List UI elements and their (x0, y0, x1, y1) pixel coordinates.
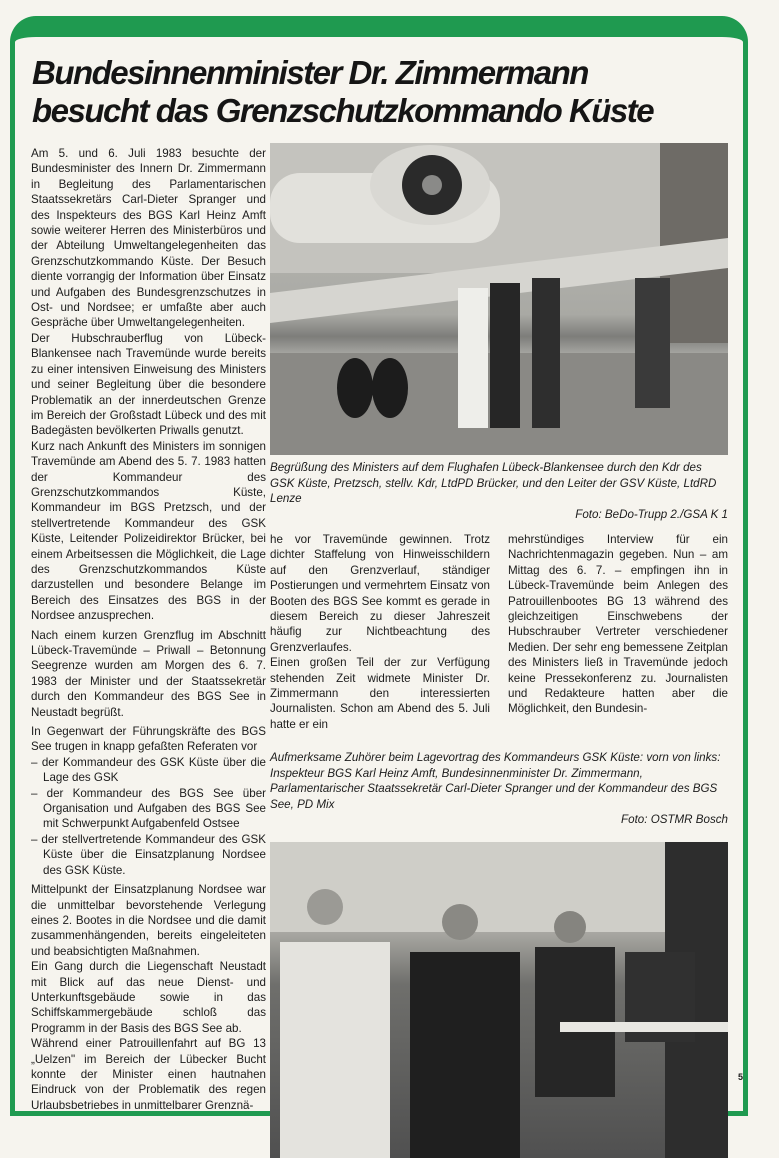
paragraph: Am 5. und 6. Juli 1983 besuchte der Bundesminister des Innern Dr. Zimmermann in Begleitung des Parlamentarischen Staatssekretärs Carl-Dieter Spranger und des Inspekteurs des BGS Karl Heinz Amft sowie weiterer Herren des Ministerbüros und der Abteilung Umweltangelegenheiten das Grenzschutzkommando Küste. Der Besuch diente vorrangig der Information über Einsatz und Aufgaben des Bundesgrenzschutzes in Ost- und Nordsee; er umfaßte aber auch Gespräche über Umweltangelegenheiten. (31, 147, 266, 330)
paragraph: Der Hubschrauberflug von Lübeck-Blankensee nach Travemünde wurde bereits zu einer intensiven Einweisung des Ministers und seiner Begleitung über die besondere Problematik an der innerdeutschen Grenze im Bereich der Großstadt Lübeck und des mit Badegästen bevölkerten Priwalls genutzt. (31, 331, 266, 438)
paragraph: mehrstündiges Interview für ein Nachrichtenmagazin gegeben. Nun – am Mittag des 6. 7. – empfingen ihn in Lübeck-Travemünde beim Anlegen des Patrouillenbootes BG 13 während des gleichzeitigen Einschwebens der Hubschrauber Vertreter verschiedener Medien. Der sehr eng bemessene Zeitplan des Ministers ließ in Travemünde jedoch keine Pressekonferenz zu. Journalisten und Redakteure hatten aber die Möglichkeit, den Bundesin- (508, 533, 728, 716)
paragraph: he vor Travemünde gewinnen. Trotz dichter Staffelung von Hinweisschildern auf den Grenzverlauf, ständiger Postierungen und vermehrtem Einsatz von Booten des BGS See kommt es gerade in diesem Bereich zu dieser Jahreszeit häufig zur Nichtbeachtung des Grenzverlaufes. (270, 533, 490, 654)
photo-credit: Foto: OSTMR Bosch (621, 813, 728, 827)
airplane-scene-illustration (270, 143, 728, 455)
title-line-1: Bundesinnenminister Dr. Zimmermann (32, 54, 588, 91)
page-number: 5 (738, 1072, 744, 1082)
middle-text-column (270, 532, 490, 732)
paragraph: Nach einem kurzen Grenzflug im Abschnitt Lübeck-Travemünde – Priwall – Betonnung Seegrenze wurden am Morgen des 6. 7. 1983 der Minister und der Staatssekretär durch den Kommandeur des BGS See in Neustadt begrüßt. (31, 628, 266, 719)
photo2-caption (270, 750, 728, 828)
paragraph: Kurz nach Ankunft des Ministers im sonnigen Travemünde am Abend des 5. 7. 1983 hatten der Kommandeur des Grenzschutzkommandos Küste, Kommandeur im BGS Pretzsch, und der stellvertretende Kommandeur des GSK Küste, Leitender Polizeidirektor Brücker, bei einem Arbeitsessen die Möglichkeit, die Lage des Grenzschutzkommandos Küste darzustellen und besondere Belange im Bereich des Einsatzes des BGS in der Nordsee anzusprechen. (31, 439, 266, 623)
photo-briefing-audience (270, 842, 728, 1158)
right-text-column (508, 532, 728, 732)
audience-scene-illustration (270, 842, 728, 1158)
paragraph: Während einer Patrouillenfahrt auf BG 13 „Uelzen" im Bereich der Lübecker Bucht konnte der Minister einen hautnahen Eindruck von der Problematik des regen Urlaubsbetriebes in unmittelbarer Grenznä- (31, 1037, 266, 1112)
list-item: – der Kommandeur des GSK Küste über die Lage des GSK (31, 755, 266, 786)
paragraph: Ein Gang durch die Liegenschaft Neustadt mit Blick auf das neue Dienst- und Unterkunftsgebäude sowie in das Schiffskammergebäude schloß das Programm in der Basis des BGS See ab. (31, 960, 266, 1035)
article-title (32, 54, 742, 130)
paragraph: In Gegenwart der Führungskräfte des BGS See trugen in knapp gefaßten Referaten vor (31, 725, 266, 754)
list-item: – der stellvertretende Kommandeur des GSK Küste über die Einsatzplanung Nordsee des GSK Küste. (31, 832, 266, 878)
photo-credit: Foto: BeDo-Trupp 2./GSA K 1 (575, 507, 728, 521)
right-content-area (270, 143, 728, 1158)
photo-airport-greeting (270, 143, 728, 455)
lower-text-columns (270, 532, 728, 732)
title-line-2: besucht das Grenzschutzkommando Küste (32, 92, 654, 129)
left-text-column (31, 143, 266, 1113)
article-body (31, 143, 728, 1158)
photo1-caption (270, 460, 728, 522)
paragraph: Mittelpunkt der Einsatzplanung Nordsee war die unmittelbar bevorstehende Verlegung eines 2. Bootes in die Nordsee und die damit zusammenhängenden, bereits eingeleiteten und beabsichtigten Maßnahmen. (31, 883, 266, 958)
presentation-list (31, 755, 266, 878)
paragraph: Einen großen Teil der zur Verfügung stehenden Zeit widmete Minister Dr. Zimmermann den interessierten Journalisten. Schon am Abend des 5. Juli hatte er ein (270, 656, 490, 731)
caption-text: Aufmerksame Zuhörer beim Lagevortrag des Kommandeurs GSK Küste: vorn von links: Inspekteur BGS Karl Heinz Amft, Bundesinnenminister Dr. Zimmermann, Parlamentarischer Staatssekretär Carl-Dieter Spranger und der Kommandeur des BGS See, PD Mix (270, 751, 721, 811)
list-item: – der Kommandeur des BGS See über Organisation und Aufgaben des BGS See mit Schwerpunkt Aufgabenfeld Ostsee (31, 786, 266, 832)
caption-text: Begrüßung des Ministers auf dem Flughafen Lübeck-Blankensee durch den Kdr des GSK Küste, Pretzsch, stellv. Kdr, LtdPD Brücker, und den Leiter der GSV Küste, LtdRD Lenze (270, 461, 717, 505)
